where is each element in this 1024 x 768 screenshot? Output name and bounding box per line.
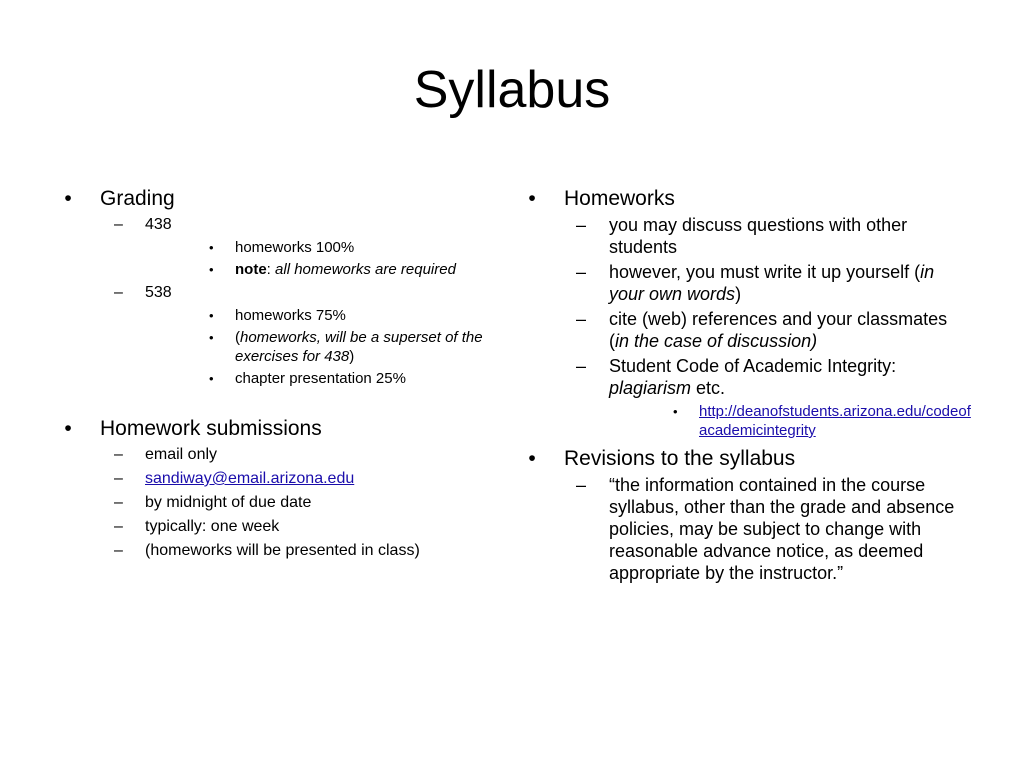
email-link[interactable]: sandiway@email.arizona.edu	[145, 470, 355, 487]
revisions-label: Revisions to the syllabus	[564, 447, 796, 470]
integrity-italic: plagiarism	[609, 378, 692, 398]
presentation-text: chapter presentation 25%	[235, 370, 406, 387]
note-text: all homeworks are required	[275, 261, 456, 278]
bullet-icon: •	[209, 262, 214, 277]
submission-item	[100, 540, 508, 561]
dash-icon: –	[114, 494, 123, 511]
note-label: note	[235, 261, 267, 278]
dash-icon: –	[114, 542, 123, 559]
note-separator: :	[266, 261, 276, 278]
bullet-icon: •	[673, 404, 678, 419]
course-438-homeworks-text: homeworks 100%	[235, 239, 355, 256]
course-538-presentation	[145, 369, 508, 388]
bullet-icon: •	[209, 308, 214, 323]
submission-item	[100, 444, 508, 465]
bullet-icon: •	[209, 371, 214, 386]
submission-item	[100, 468, 508, 489]
submission-item-text: by midnight of due date	[145, 494, 312, 511]
course-438-label: 438	[145, 216, 172, 233]
homeworks-item-discuss	[564, 214, 972, 258]
bullet-revisions	[522, 446, 972, 584]
course-438-homeworks	[145, 238, 508, 257]
homeworks-item-own-words	[564, 261, 972, 305]
discuss-text: you may discuss questions with other students	[609, 215, 908, 257]
course-538-homeworks-text: homeworks 75%	[235, 307, 346, 324]
cite-pre: cite (web) references and your classmates (	[609, 309, 948, 351]
own-words-post: )	[735, 284, 742, 304]
superset-text: homeworks, will be a superset of the exercises for 438	[235, 329, 483, 365]
paren-close: )	[349, 348, 355, 365]
submission-item-text: (homeworks will be presented in class)	[145, 542, 420, 559]
course-538	[100, 282, 508, 388]
submission-item	[100, 492, 508, 513]
dash-icon: –	[576, 356, 587, 376]
dash-icon: –	[114, 284, 123, 301]
submission-item	[100, 516, 508, 537]
slide-title: Syllabus	[413, 61, 611, 119]
spacer	[58, 388, 508, 410]
own-words-pre: however, you must write it up yourself (	[609, 262, 921, 282]
bullet-icon: •	[64, 417, 72, 440]
dash-icon: –	[576, 309, 587, 329]
submissions-label: Homework submissions	[100, 417, 322, 440]
course-538-superset	[145, 328, 508, 366]
dash-icon: –	[576, 215, 587, 235]
course-538-homeworks	[145, 306, 508, 325]
integrity-post: etc.	[691, 378, 726, 398]
bullet-icon: •	[209, 240, 214, 255]
dash-icon: –	[114, 470, 123, 487]
course-438-note	[145, 260, 508, 279]
revisions-quote-item	[564, 474, 972, 584]
bullet-homework-submissions	[58, 416, 508, 561]
integrity-pre: Student Code of Academic Integrity:	[609, 356, 897, 376]
bullet-icon: •	[528, 447, 536, 470]
bullet-homeworks	[522, 186, 972, 440]
homeworks-item-integrity	[564, 355, 972, 440]
bullet-icon: •	[209, 330, 214, 345]
integrity-link-item	[609, 402, 972, 440]
integrity-link[interactable]: http://deanofstudents.arizona.edu/codeofacademicintegrity	[699, 403, 971, 439]
paren-open: (	[235, 329, 240, 346]
dash-icon: –	[114, 518, 123, 535]
bullet-icon: •	[528, 187, 536, 210]
submission-item-text: email only	[145, 446, 218, 463]
own-words-italic: in your own words	[609, 262, 935, 304]
homeworks-item-cite	[564, 308, 972, 352]
dash-icon: –	[576, 475, 587, 495]
homeworks-label: Homeworks	[564, 187, 675, 210]
right-column	[522, 180, 972, 584]
dash-icon: –	[114, 216, 123, 233]
dash-icon: –	[114, 446, 123, 463]
bullet-icon: •	[64, 187, 72, 210]
course-538-label: 538	[145, 284, 172, 301]
grading-label: Grading	[100, 187, 175, 210]
course-438	[100, 214, 508, 279]
submission-item-text: typically: one week	[145, 518, 280, 535]
left-column	[58, 180, 508, 561]
revisions-quote: “the information contained in the course syllabus, other than the grade and absence policies, may be subject to change with reasonable advance notice, as deemed appropriate by the instructor.”	[609, 475, 955, 583]
cite-italic: in the case of discussion)	[615, 331, 818, 351]
bullet-grading	[58, 186, 508, 388]
dash-icon: –	[576, 262, 587, 282]
